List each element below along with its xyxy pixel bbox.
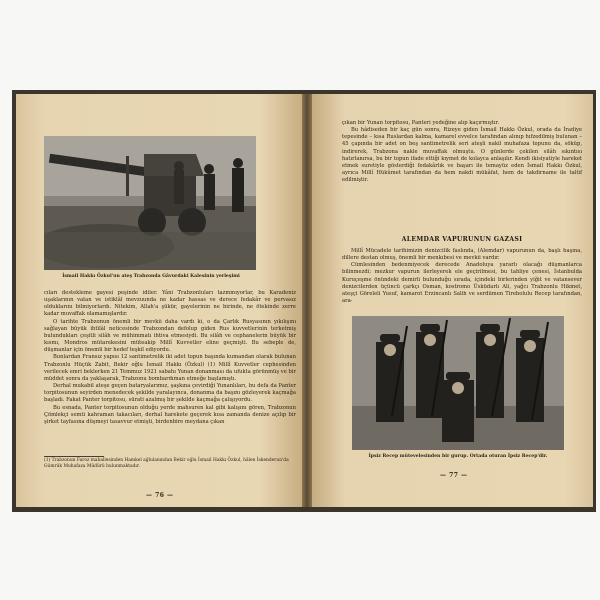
footnote-text: (1) Trabzonun Faroz mahallesinden Hamkel ağlulanından Bekir oğlu İsmail Hakkı Özkul, hâlen İskenderun'da Gümrük Muhafaza Müdürü bulunmaktadır. — [44, 458, 289, 469]
footnote-rule — [44, 456, 104, 457]
paragraph: Cümlesinden bedenmiyecek derecede Anadoluya yararlı olacağı düşmanlarca bilinmezdi; mezkur vapurun ilerleyerek ele geçirilmesi, bu tahliye çenesi, İstanbulda Kuruçeşme önündeki demirli bulunduğu sırada, içindeki birlerinden yiğit ve vatansever denizcilerden üçüncü çarkçı Osman, kostromo Üsküdarlı Ali, yağcı Trabzonlu Hikmet, ateşçi Göreleli Yusuf, kamarot Erzincanlı Salih ve serdümen Tirebolulu Recep tarafından, ara- — [342, 262, 582, 305]
section-heading: ALEMDAR VAPURUNUN GAZASI — [401, 236, 523, 243]
paragraph: cıları destekleme gayesi peşinde idiler. Yâni Trabzonluları tazmmıyorlar, bu Karadeniz uşaklarının vatan ve istiklâl mevzuunda ne kadar hassas ve derece fedakâr ve pervasız olduklarını bilmiyorlardı. Nitekim, Allah'a şükür, gayelerinin ne birinde, ne ötekinde zerre kadar muvaffak olamamışlardır. — [44, 290, 296, 318]
open-book — [12, 90, 596, 512]
paragraph: Bu esnada, Panter torpitosunun olduğu yerde mahsuren kal gibi kalışını gören, Trabzonun Çömlekçi semti kahraman takacıları, derhal harekete geçerek kısa zamanda denize açılıp bir şirket tayfasına düşmeyi tasavvur etmişti, birdenbire meydana çıkan — [44, 404, 296, 425]
right-photo-caption: İpsiz Recep mütevelesinden bir gurup. Ortada oturan İpsiz Recep'dir. — [368, 454, 548, 459]
footnote — [44, 458, 296, 469]
paragraph: Millî Mücadele tarihimizin denizcilik faslında, (Alemdar) vapurunun da, başlı başına, dillere destan olmuş, önemli bir menkıbesi ve mevkii vardır. — [342, 248, 582, 262]
group-photo — [352, 316, 564, 450]
right-page — [312, 94, 593, 507]
paragraph: Derhal mukabil ateşe geçen bataryalarımız, şaşkına çevirdiği Yunanlıları, bu defa da Panter torpitosunun seyirden menedecek şekilde yaralayınca, donanma da başını gözleyerek kaçmağa başladı. Fakat Panter torpitosu, sürati azalmış bir şekilde kaçmağa çalışıyordu. — [44, 383, 296, 404]
left-page-number: — 76 — — [146, 492, 174, 499]
left-photo-caption: İsmail Hakkı Özkul'un ateş Trabzonda Gâvurdaki Kalesinin yerleşimi — [62, 274, 240, 279]
paragraph: Bunlardan Fransız yapısı 12 santimetrelik iki adet topun başında kumandan olarak bulunan Trabzonlu Hüçük Zabit, Bekir oğlu İsmail Hakkı (Özkul) (1) Millî Kuvvetler cephesinden verilecek emri beklerken 21 Temmuz 1921 sabahı Yunan donanması da ufukta görünmüş ve bir müddet sonra da yaklaşarak, Trabzonu bombardıman etmeğe başlamıştı. — [44, 354, 296, 382]
left-body-text — [44, 290, 296, 426]
cannon-photo — [44, 136, 256, 270]
right-page-number: — 77 — — [440, 472, 468, 479]
paragraph: çıkan bir Yunan torpitosu, Panteri yedeğine alıp kaçırmıştır. — [342, 120, 500, 126]
right-section-text — [342, 248, 582, 305]
book-gutter — [302, 94, 312, 507]
right-top-text — [342, 120, 582, 184]
paragraph: Bu hâdiseden bir kaç gün sonra, Rizeye giden İsmail Hakkı Özkul, orada da İradiye tepesinde – kısa Ruslardan kalma, kamarel evvelce tarafından alınıp hıfzedilmiş bulunan – 45 çapında bir adet on beş santimetrelik seri ateşli nakil muhafaza topunu da, söküp, indirerek, Trabzona nakle muvaffak olmuştu. O günlerde çekilen silâh sıkıntısı hatırlanırsa, bu bir topun ifade ettiği kıymet de kolayca anlaşılır. Kendi ikisiyatiyle hareket etmek suretiyle gösterdiği fedakârlık ve başarı ile temayüz eden İsmail Hakkı Özkul, ayrıca Millî Hükûmet tarafından da hem nakdi mükâfat, hem de takdirname ile taltif edilmiştir. — [342, 127, 582, 184]
left-page — [16, 94, 302, 507]
paragraph: O tarihte Trabzonun önemli bir mevkii daha vardı ki, o da Çarlık Rusyasının yıkılışını sağlayan büyük ihtilâl neticesinde Trabzondan defolup giden Rus kuvvetlerinin terketmiş bulundukları çeşitli silâh ve mühimmatı ihtiva etmesiydi. Bu silâh ve cephanelerin büyük bir kısmı, Mondros mütarekesini müteakip Millî Kuvvetler eline geçmişti. Bu sebeple de, düşmanlar için önemli bir hedef teşkil ediyordu. — [44, 318, 296, 354]
